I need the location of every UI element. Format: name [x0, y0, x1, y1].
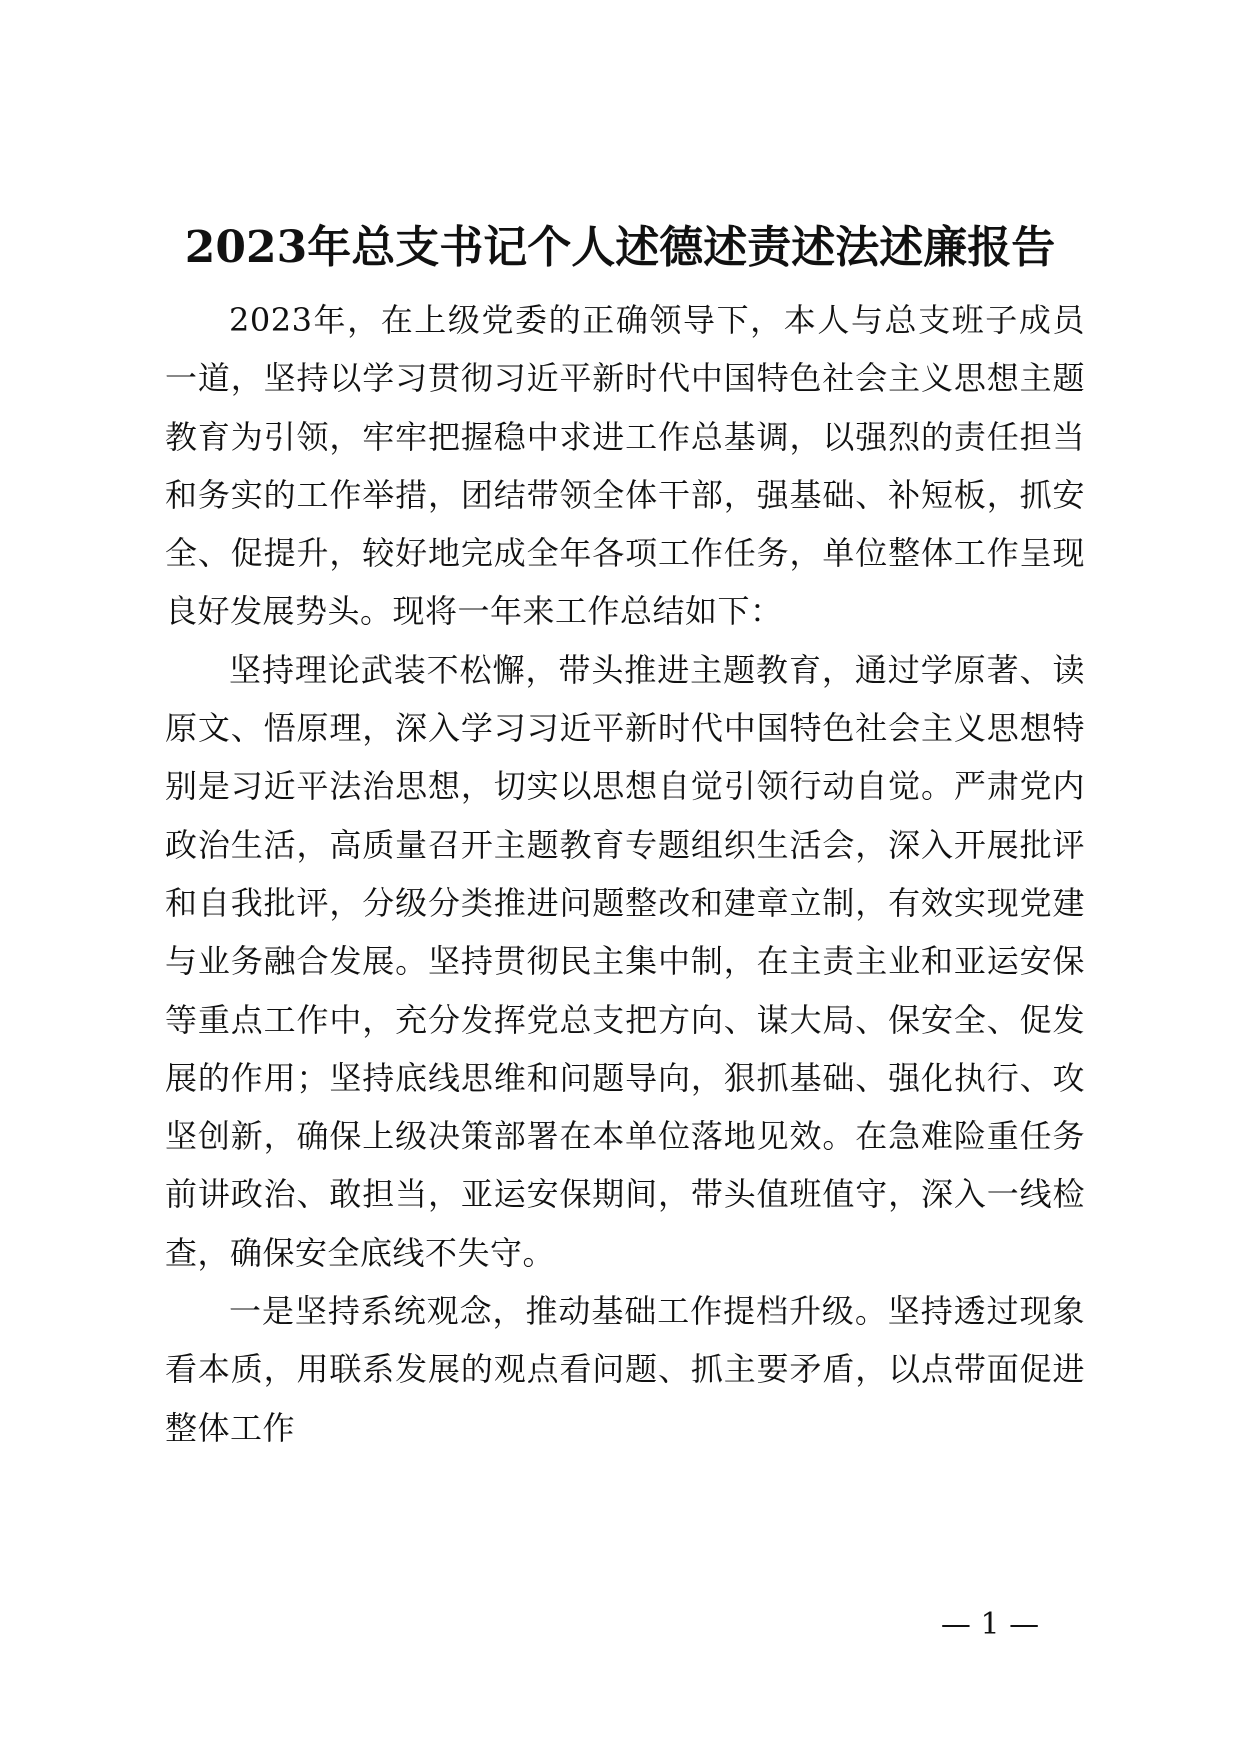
paragraph-system: 一是坚持系统观念，推动基础工作提档升级。坚持透过现象看本质，用联系发展的观点看问题、抓主要矛盾，以点带面促进整体工作	[165, 1292, 1085, 1447]
paragraph-intro: 2023年，在上级党委的正确领导下，本人与总支班子成员一道，坚持以学习贯彻习近平新时代中国特色社会主义思想主题教育为引领，牢牢把握稳中求进工作总基调，以强烈的责任担当和务实的工作举措，团结带领全体干部，强基础、补短板，抓安全、促提升，较好地完成全年各项工作任务，单位整体工作呈现良好发展势头。现将一年来工作总结如下：	[165, 301, 1085, 631]
document-body	[165, 291, 1085, 1457]
document-title: 2023年总支书记个人述德述责述法述廉报告	[184, 222, 1056, 273]
paragraph-theory: 坚持理论武装不松懈，带头推进主题教育，通过学原著、读原文、悟原理，深入学习习近平新时代中国特色社会主义思想特别是习近平法治思想，切实以思想自觉引领行动自觉。严肃党内政治生活，高质量召开主题教育专题组织生活会，深入开展批评和自我批评，分级分类推进问题整改和建章立制，有效实现党建与业务融合发展。坚持贯彻民主集中制，在主责主业和亚运安保等重点工作中，充分发挥党总支把方向、谋大局、保安全、促发展的作用；坚持底线思维和问题导向，狠抓基础、强化执行、攻坚创新，确保上级决策部署在本单位落地见效。在急难险重任务前讲政治、敢担当，亚运安保期间，带头值班值守，深入一线检查，确保安全底线不失守。	[165, 650, 1085, 1272]
page-number: — 1 —	[940, 1607, 1040, 1642]
